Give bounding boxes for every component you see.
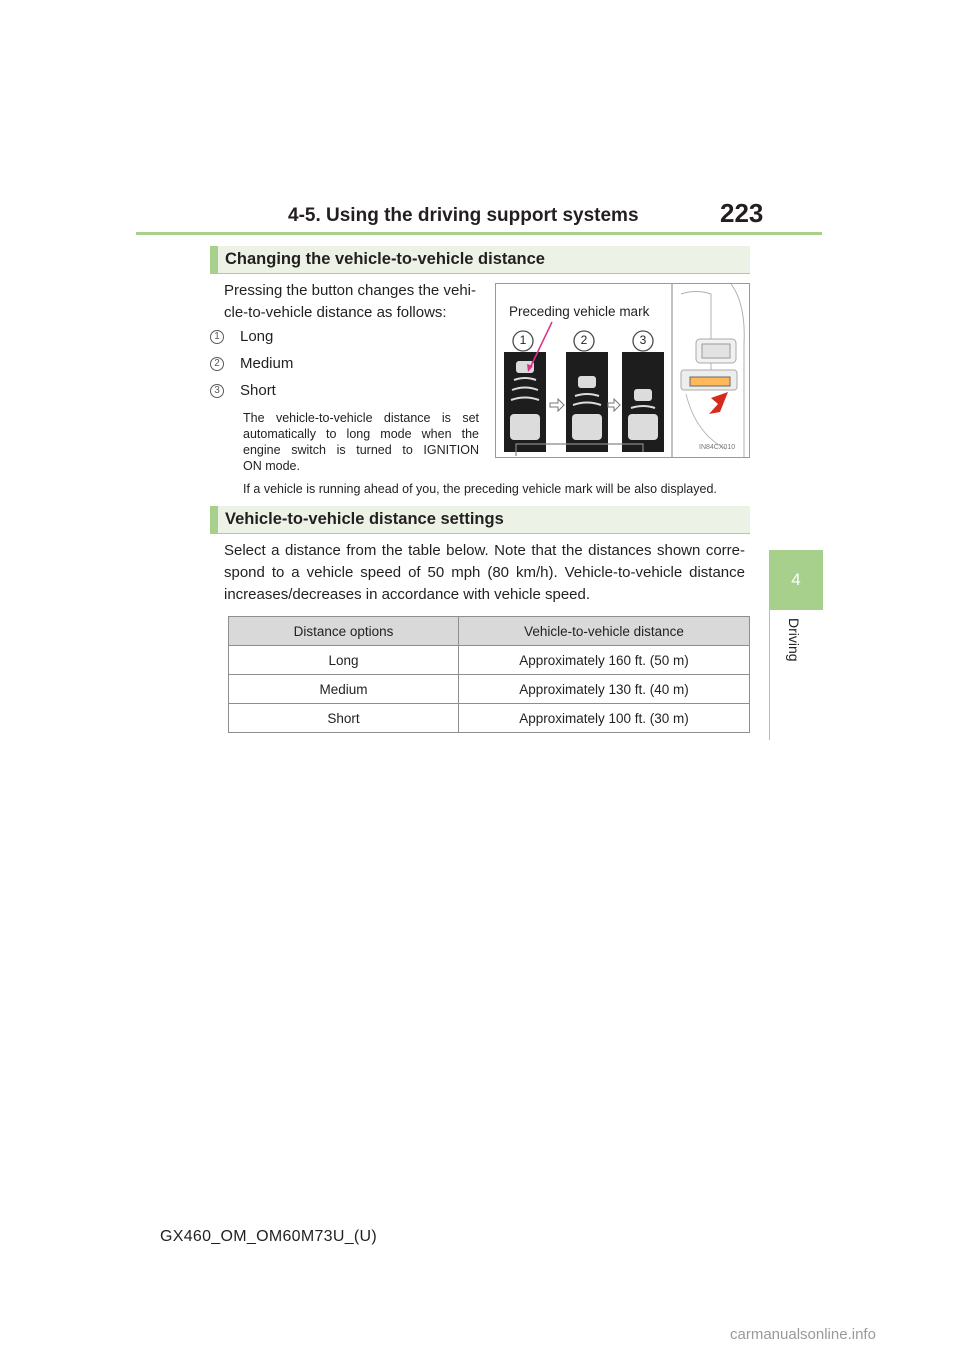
note-line: automatically to long mode when the — [243, 427, 479, 441]
document-code: GX460_OM_OM60M73U_(U) — [160, 1228, 378, 1245]
list-item-label: Short — [240, 382, 276, 399]
table-cell: Approximately 160 ft. (50 m) — [459, 646, 750, 675]
table-header-row — [229, 617, 750, 646]
figure-code: IN84CX010 — [699, 444, 736, 451]
distance-table — [228, 616, 750, 733]
note-line: ON mode. — [243, 459, 300, 473]
note-line: engine switch is turned to IGNITION — [243, 443, 479, 457]
marker-1: 1 — [210, 330, 224, 344]
figure-marker-1: 1 — [519, 333, 527, 347]
paragraph-line: Select a distance from the table below. Note that the distances shown corre- — [224, 542, 745, 559]
distance-button-figure — [495, 283, 750, 458]
column-header-vehicle-distance: Vehicle-to-vehicle distance — [459, 617, 750, 646]
running-header-title: 4-5. Using the driving support systems — [288, 205, 639, 226]
table-cell: Approximately 100 ft. (30 m) — [459, 704, 750, 733]
chapter-label: Driving — [786, 618, 802, 662]
list-item-label: Medium — [240, 355, 294, 372]
list-item-label: Long — [240, 328, 274, 345]
preceding-vehicle-mark-label: Preceding vehicle mark — [509, 304, 650, 319]
marker-2: 2 — [210, 357, 224, 371]
table-row — [229, 646, 750, 675]
table-cell: Short — [229, 704, 459, 733]
paragraph-line: increases/decreases in accordance with vehicle speed. — [224, 586, 591, 603]
list-item-short — [210, 382, 276, 399]
chapter-tab-rule — [769, 610, 770, 740]
chapter-tab — [769, 550, 823, 610]
section-heading-distance-settings: Vehicle-to-vehicle distance settings — [210, 506, 750, 534]
note-line: The vehicle-to-vehicle distance is set — [243, 411, 479, 425]
page-number: 223 — [720, 198, 764, 228]
auto-long-note — [243, 410, 479, 474]
table-cell: Medium — [229, 675, 459, 704]
preceding-vehicle-note: If a vehicle is running ahead of you, the preceding vehicle mark will be also displayed. — [243, 482, 717, 496]
figure-marker-3: 3 — [639, 333, 647, 347]
column-header-distance-options: Distance options — [229, 617, 459, 646]
paragraph-line: spond to a vehicle speed of 50 mph (80 km/h). Vehicle-to-vehicle distance — [224, 564, 745, 581]
intro-line-2: cle-to-vehicle distance as follows: — [224, 304, 447, 321]
section-heading-changing-distance: Changing the vehicle-to-vehicle distance — [210, 246, 750, 274]
table-row — [229, 704, 750, 733]
watermark: carmanualsonline.info — [730, 1326, 876, 1343]
intro-line-1: Pressing the button changes the vehi- — [224, 282, 476, 299]
figure-marker-2: 2 — [580, 333, 588, 347]
figure-artwork — [496, 284, 749, 457]
distance-button — [690, 377, 730, 386]
marker-3: 3 — [210, 384, 224, 398]
table-row — [229, 675, 750, 704]
list-item-medium — [210, 355, 293, 372]
table-cell: Approximately 130 ft. (40 m) — [459, 675, 750, 704]
distance-settings-paragraph — [224, 540, 745, 606]
list-item-long — [210, 328, 273, 345]
table-cell: Long — [229, 646, 459, 675]
header-rule — [136, 232, 822, 235]
chapter-number: 4 — [791, 570, 801, 589]
